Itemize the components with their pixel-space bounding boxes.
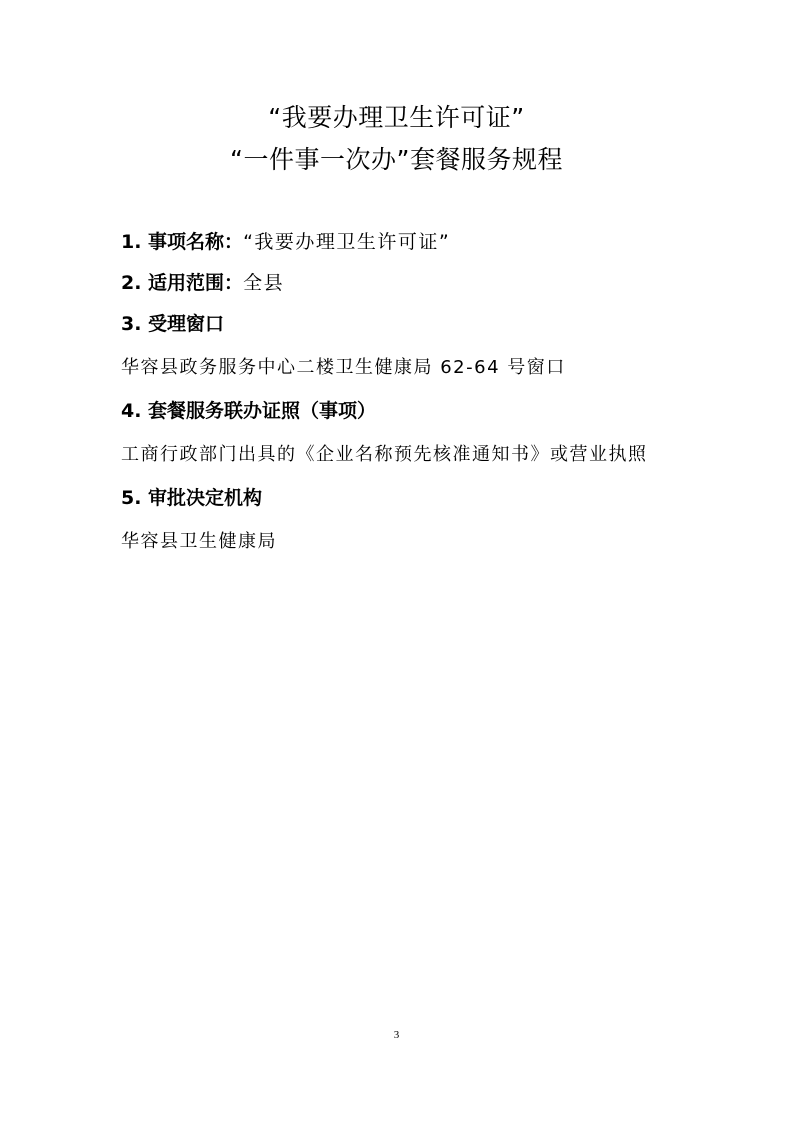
title-line-1: “我要办理卫生许可证”: [268, 103, 525, 132]
title-line-2: “一件事一次办”套餐服务规程: [230, 145, 563, 174]
section-heading: 2. 适用范围：: [121, 272, 244, 294]
section-item-name: [121, 222, 681, 263]
section-value: 全县: [243, 272, 285, 294]
section-body: 华容县政务服务中心二楼卫生健康局 62-64 号窗口: [121, 357, 566, 378]
section-heading: 4. 套餐服务联办证照（事项）: [121, 400, 377, 422]
section-body: 工商行政部门出具的《企业名称预先核准通知书》或营业执照: [121, 444, 648, 465]
section-value: “我要办理卫生许可证”: [243, 231, 451, 253]
section-heading: 1. 事项名称：: [121, 231, 244, 253]
page-number: 3: [393, 1029, 400, 1041]
section-heading: 3. 受理窗口: [121, 313, 225, 335]
document-title: [0, 97, 793, 181]
section-heading: 5. 审批决定机构: [121, 487, 263, 509]
section-body: 华容县卫生健康局: [121, 531, 277, 552]
document-body: [121, 222, 681, 565]
section-scope: [121, 263, 681, 304]
